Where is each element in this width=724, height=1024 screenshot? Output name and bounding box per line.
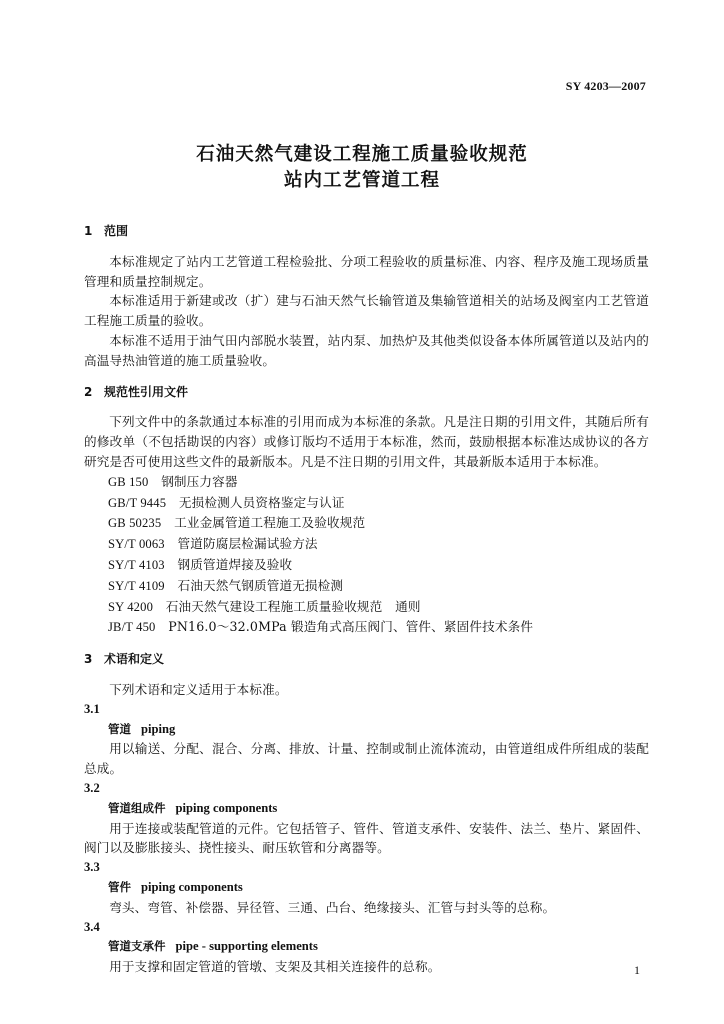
document-body: [0, 222, 724, 977]
term-name-cn: 管道: [108, 721, 131, 736]
section-title: 规范性引用文件: [104, 384, 189, 399]
reference-title: 无损检测人员资格鉴定与认证: [178, 494, 345, 510]
reference-item: [0, 555, 724, 576]
document-subtitle: 站内工艺管道工程: [283, 170, 440, 191]
reference-title: 石油天然气钢质管道无损检测: [177, 577, 344, 593]
document-title: 石油天然气建设工程施工质量验收规范: [196, 144, 528, 165]
term-number: 3.4: [84, 919, 100, 934]
section-heading-scope: [0, 222, 724, 242]
section-title: 术语和定义: [104, 652, 165, 667]
section-number: 3: [84, 652, 93, 667]
scope-paragraph: 本标准适用于新建或改（扩）建与石油天然气长输管道及集输管道相关的站场及阀室内工艺管道工程施工质量的验收。: [84, 293, 649, 329]
reference-item: [0, 576, 724, 597]
page-number: 1: [634, 963, 640, 977]
reference-code: SY 4200: [108, 599, 154, 614]
standard-code: SY 4203—2007: [565, 79, 646, 93]
term-definition: 用于连接或装配管道的元件。它包括管子、管件、管道支承件、安装件、法兰、垫片、紧固件、阀门以及膨胀接头、挠性接头、耐压软管和分离器等。: [84, 820, 649, 856]
term-name-en: piping components: [175, 800, 278, 815]
reference-code: GB/T 9445: [108, 495, 167, 510]
reference-item: [0, 472, 724, 493]
section-heading-terms: [0, 650, 724, 670]
term-name-en: piping: [141, 721, 176, 736]
term-name: [0, 937, 724, 957]
reference-code: GB 150: [108, 474, 149, 489]
term-number: 3.1: [84, 701, 100, 716]
reference-item: [0, 617, 724, 638]
term-name: [0, 799, 724, 819]
reference-item: [0, 513, 724, 534]
terms-intro: 下列术语和定义适用于本标准。: [109, 681, 288, 697]
term-name-en: pipe - supporting elements: [175, 939, 318, 954]
reference-item: [0, 534, 724, 555]
reference-title: 钢制压力容器: [161, 473, 238, 489]
reference-title: 管道防腐层检漏试验方法: [177, 536, 318, 552]
reference-item: [0, 493, 724, 514]
term-name-cn: 管道组成件: [108, 800, 166, 815]
term-definition: 用以输送、分配、混合、分离、排放、计量、控制或制止流体流动，由管道组成件所组成的装配总成。: [84, 741, 649, 777]
scope-paragraph: 本标准规定了站内工艺管道工程检验批、分项工程验收的质量标准、内容、程序及施工现场质量管理和质量控制规定。: [84, 253, 649, 289]
reference-title: 石油天然气建设工程施工质量验收规范 通则: [165, 598, 421, 614]
reference-code: SY/T 4109: [108, 578, 165, 593]
reference-code: SY/T 4103: [108, 557, 165, 572]
reference-code: GB 50235: [108, 516, 162, 531]
term-name-cn: 管道支承件: [108, 939, 166, 954]
reference-title: 钢质管道焊接及验收: [177, 556, 293, 572]
term-name: [0, 720, 724, 740]
term-number: 3.2: [84, 780, 100, 795]
reference-title: 工业金属管道工程施工及验收规范: [174, 515, 366, 531]
reference-code: SY/T 0063: [108, 537, 165, 552]
reference-title: PN16.0～32.0MPa 锻造角式高压阀门、管件、紧固件技术条件: [168, 619, 534, 635]
section-heading-references: [0, 383, 724, 403]
section-number: 2: [84, 384, 93, 399]
term-definition: 用于支撑和固定管道的管墩、支架及其相关连接件的总称。: [109, 959, 441, 975]
term-number: 3.3: [84, 860, 100, 875]
reference-code: JB/T 450: [108, 620, 156, 635]
term-definition: 弯头、弯管、补偿器、异径管、三通、凸台、绝缘接头、汇管与封头等的总称。: [109, 899, 556, 915]
section-title: 范围: [104, 224, 129, 238]
references-intro: 下列文件中的条款通过本标准的引用而成为本标准的条款。凡是注日期的引用文件，其随后所有的修改单（不包括勘误的内容）或修订版均不适用于本标准，然而，鼓励根据本标准达成协议的各方研究是否可使用这些文件的最新版本。凡是不注日期的引用文件，其最新版本适用于本标准。: [84, 414, 649, 469]
term-name-en: piping components: [141, 879, 243, 894]
term-name-cn: 管件: [108, 879, 131, 894]
section-number: 1: [84, 224, 93, 238]
scope-paragraph: 本标准不适用于油气田内部脱水装置，站内泵、加热炉及其他类似设备本体所属管道以及站内的高温导热油管道的施工质量验收。: [84, 332, 649, 368]
term-name: [0, 878, 724, 898]
reference-item: [0, 597, 724, 618]
